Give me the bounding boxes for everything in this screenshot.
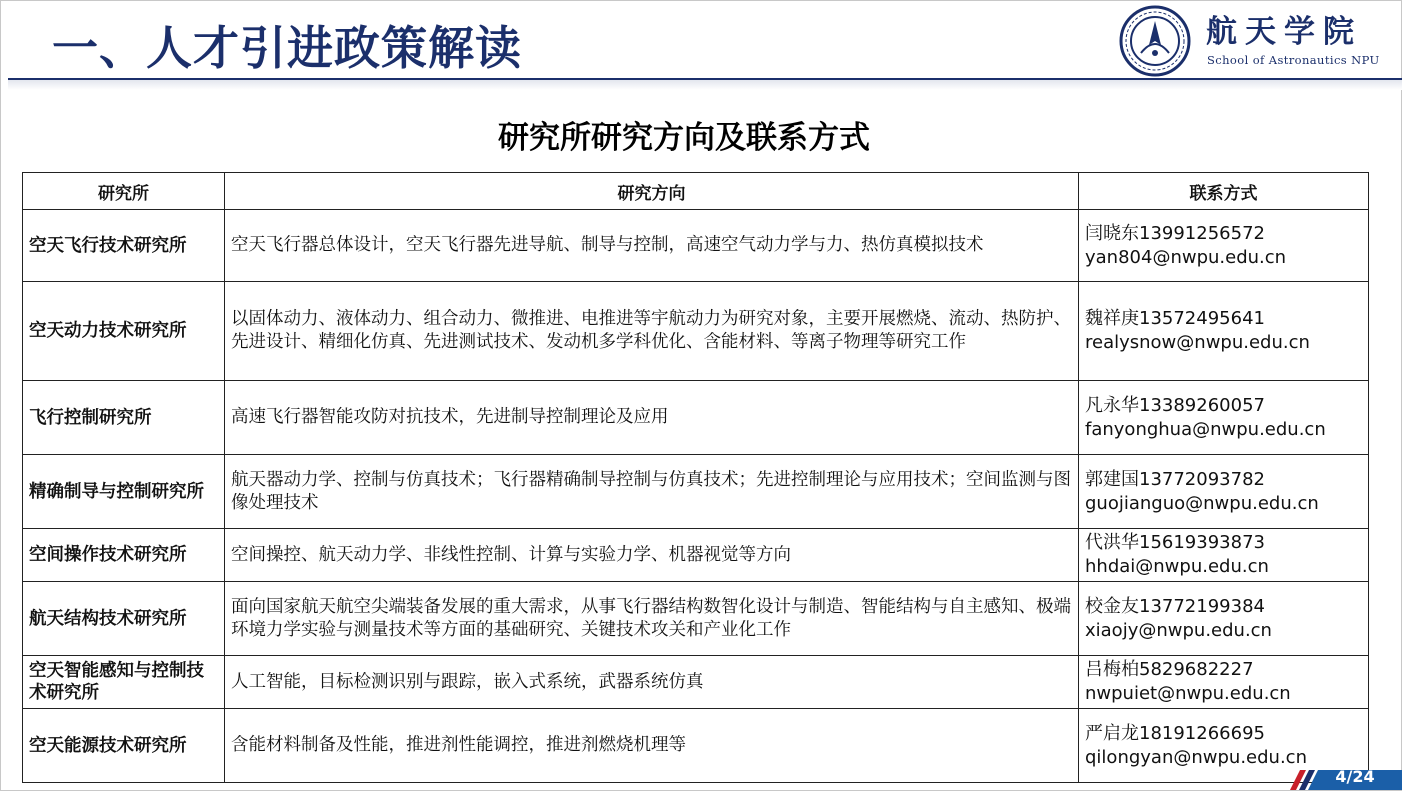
institute-name: 航天结构技术研究所 <box>23 582 225 656</box>
table-row <box>23 529 1369 582</box>
institute-name: 空天飞行技术研究所 <box>23 210 225 282</box>
institute-name: 空间操作技术研究所 <box>23 529 225 582</box>
page-title: 一、人才引进政策解读 <box>52 21 522 75</box>
contact-email: realysnow@nwpu.edu.cn <box>1085 332 1310 353</box>
contact-cell <box>1079 210 1369 282</box>
research-direction: 空天飞行器总体设计，空天飞行器先进导航、制导与控制，高速空气动力学与力、热仿真模拟技术 <box>225 210 1079 282</box>
contact-cell <box>1079 656 1369 709</box>
contact-cell <box>1079 282 1369 381</box>
header-shadow <box>8 80 1402 90</box>
research-direction: 面向国家航天航空尖端装备发展的重大需求，从事飞行器结构数智化设计与制造、智能结构与自主感知、极端环境力学实验与测量技术等方面的基础研究、关键技术攻关和产业化工作 <box>225 582 1079 656</box>
contact-email: yan804@nwpu.edu.cn <box>1085 246 1287 268</box>
research-direction: 以固体动力、液体动力、组合动力、微推进、电推进等宇航动力为研究对象，主要开展燃烧、流动、热防护、先进设计、精细化仿真、先进测试技术、发动机多学科优化、含能材料、等离子物理等研究工作 <box>225 282 1079 381</box>
institute-name: 精确制导与控制研究所 <box>23 455 225 529</box>
contact-email: hhdai@nwpu.edu.cn <box>1085 556 1269 577</box>
contact-email: nwpuiet@nwpu.edu.cn <box>1085 683 1291 704</box>
table-row <box>23 282 1369 381</box>
university-seal-icon <box>1117 5 1193 77</box>
contact-cell <box>1079 455 1369 529</box>
column-header-institute: 研究所 <box>23 173 225 210</box>
research-direction: 空间操控、航天动力学、非线性控制、计算与实验力学、机器视觉等方向 <box>225 529 1079 582</box>
table-row <box>23 709 1369 783</box>
institute-name: 空天能源技术研究所 <box>23 709 225 783</box>
school-name: 航天学院 <box>1206 14 1362 50</box>
contact-name-phone: 代洪华15619393873 <box>1085 532 1265 553</box>
research-direction: 航天器动力学、控制与仿真技术；飞行器精确制导控制与仿真技术；先进控制理论与应用技术；空间监测与图像处理技术 <box>225 455 1079 529</box>
page-number: 4/24 <box>1335 767 1375 786</box>
contact-email: qilongyan@nwpu.edu.cn <box>1085 746 1307 768</box>
table-row <box>23 455 1369 529</box>
contact-name-phone: 郭建国13772093782 <box>1085 468 1265 490</box>
table-row <box>23 210 1369 282</box>
contact-name-phone: 校金友13772199384 <box>1085 595 1265 617</box>
contact-name-phone: 闫晓东13991256572 <box>1085 222 1265 244</box>
research-institutes-table <box>22 172 1369 783</box>
contact-name-phone: 魏祥庚13572495641 <box>1085 308 1265 329</box>
contact-name-phone: 严启龙18191266695 <box>1085 722 1265 744</box>
contact-cell <box>1079 381 1369 455</box>
contact-email: guojianguo@nwpu.edu.cn <box>1085 492 1319 514</box>
column-header-direction: 研究方向 <box>225 173 1079 210</box>
contact-cell <box>1079 582 1369 656</box>
table-title: 研究所研究方向及联系方式 <box>498 120 870 156</box>
contact-name-phone: 凡永华13389260057 <box>1085 394 1265 416</box>
table-row <box>23 381 1369 455</box>
institute-name: 空天动力技术研究所 <box>23 282 225 381</box>
institute-name: 空天智能感知与控制技术研究所 <box>23 656 225 709</box>
table-header-row <box>23 173 1369 210</box>
contact-cell <box>1079 529 1369 582</box>
table-row <box>23 582 1369 656</box>
page-indicator <box>1290 764 1402 790</box>
school-name-en: School of Astronautics NPU <box>1207 53 1380 67</box>
institute-name: 飞行控制研究所 <box>23 381 225 455</box>
column-header-contact: 联系方式 <box>1079 173 1369 210</box>
contact-email: xiaojy@nwpu.edu.cn <box>1085 619 1272 641</box>
table-row <box>23 656 1369 709</box>
contact-name-phone: 吕梅柏5829682227 <box>1085 659 1254 680</box>
research-direction: 含能材料制备及性能，推进剂性能调控，推进剂燃烧机理等 <box>225 709 1079 783</box>
contact-email: fanyonghua@nwpu.edu.cn <box>1085 418 1326 440</box>
research-direction: 高速飞行器智能攻防对抗技术，先进制导控制理论及应用 <box>225 381 1079 455</box>
research-direction: 人工智能，目标检测识别与跟踪，嵌入式系统，武器系统仿真 <box>225 656 1079 709</box>
